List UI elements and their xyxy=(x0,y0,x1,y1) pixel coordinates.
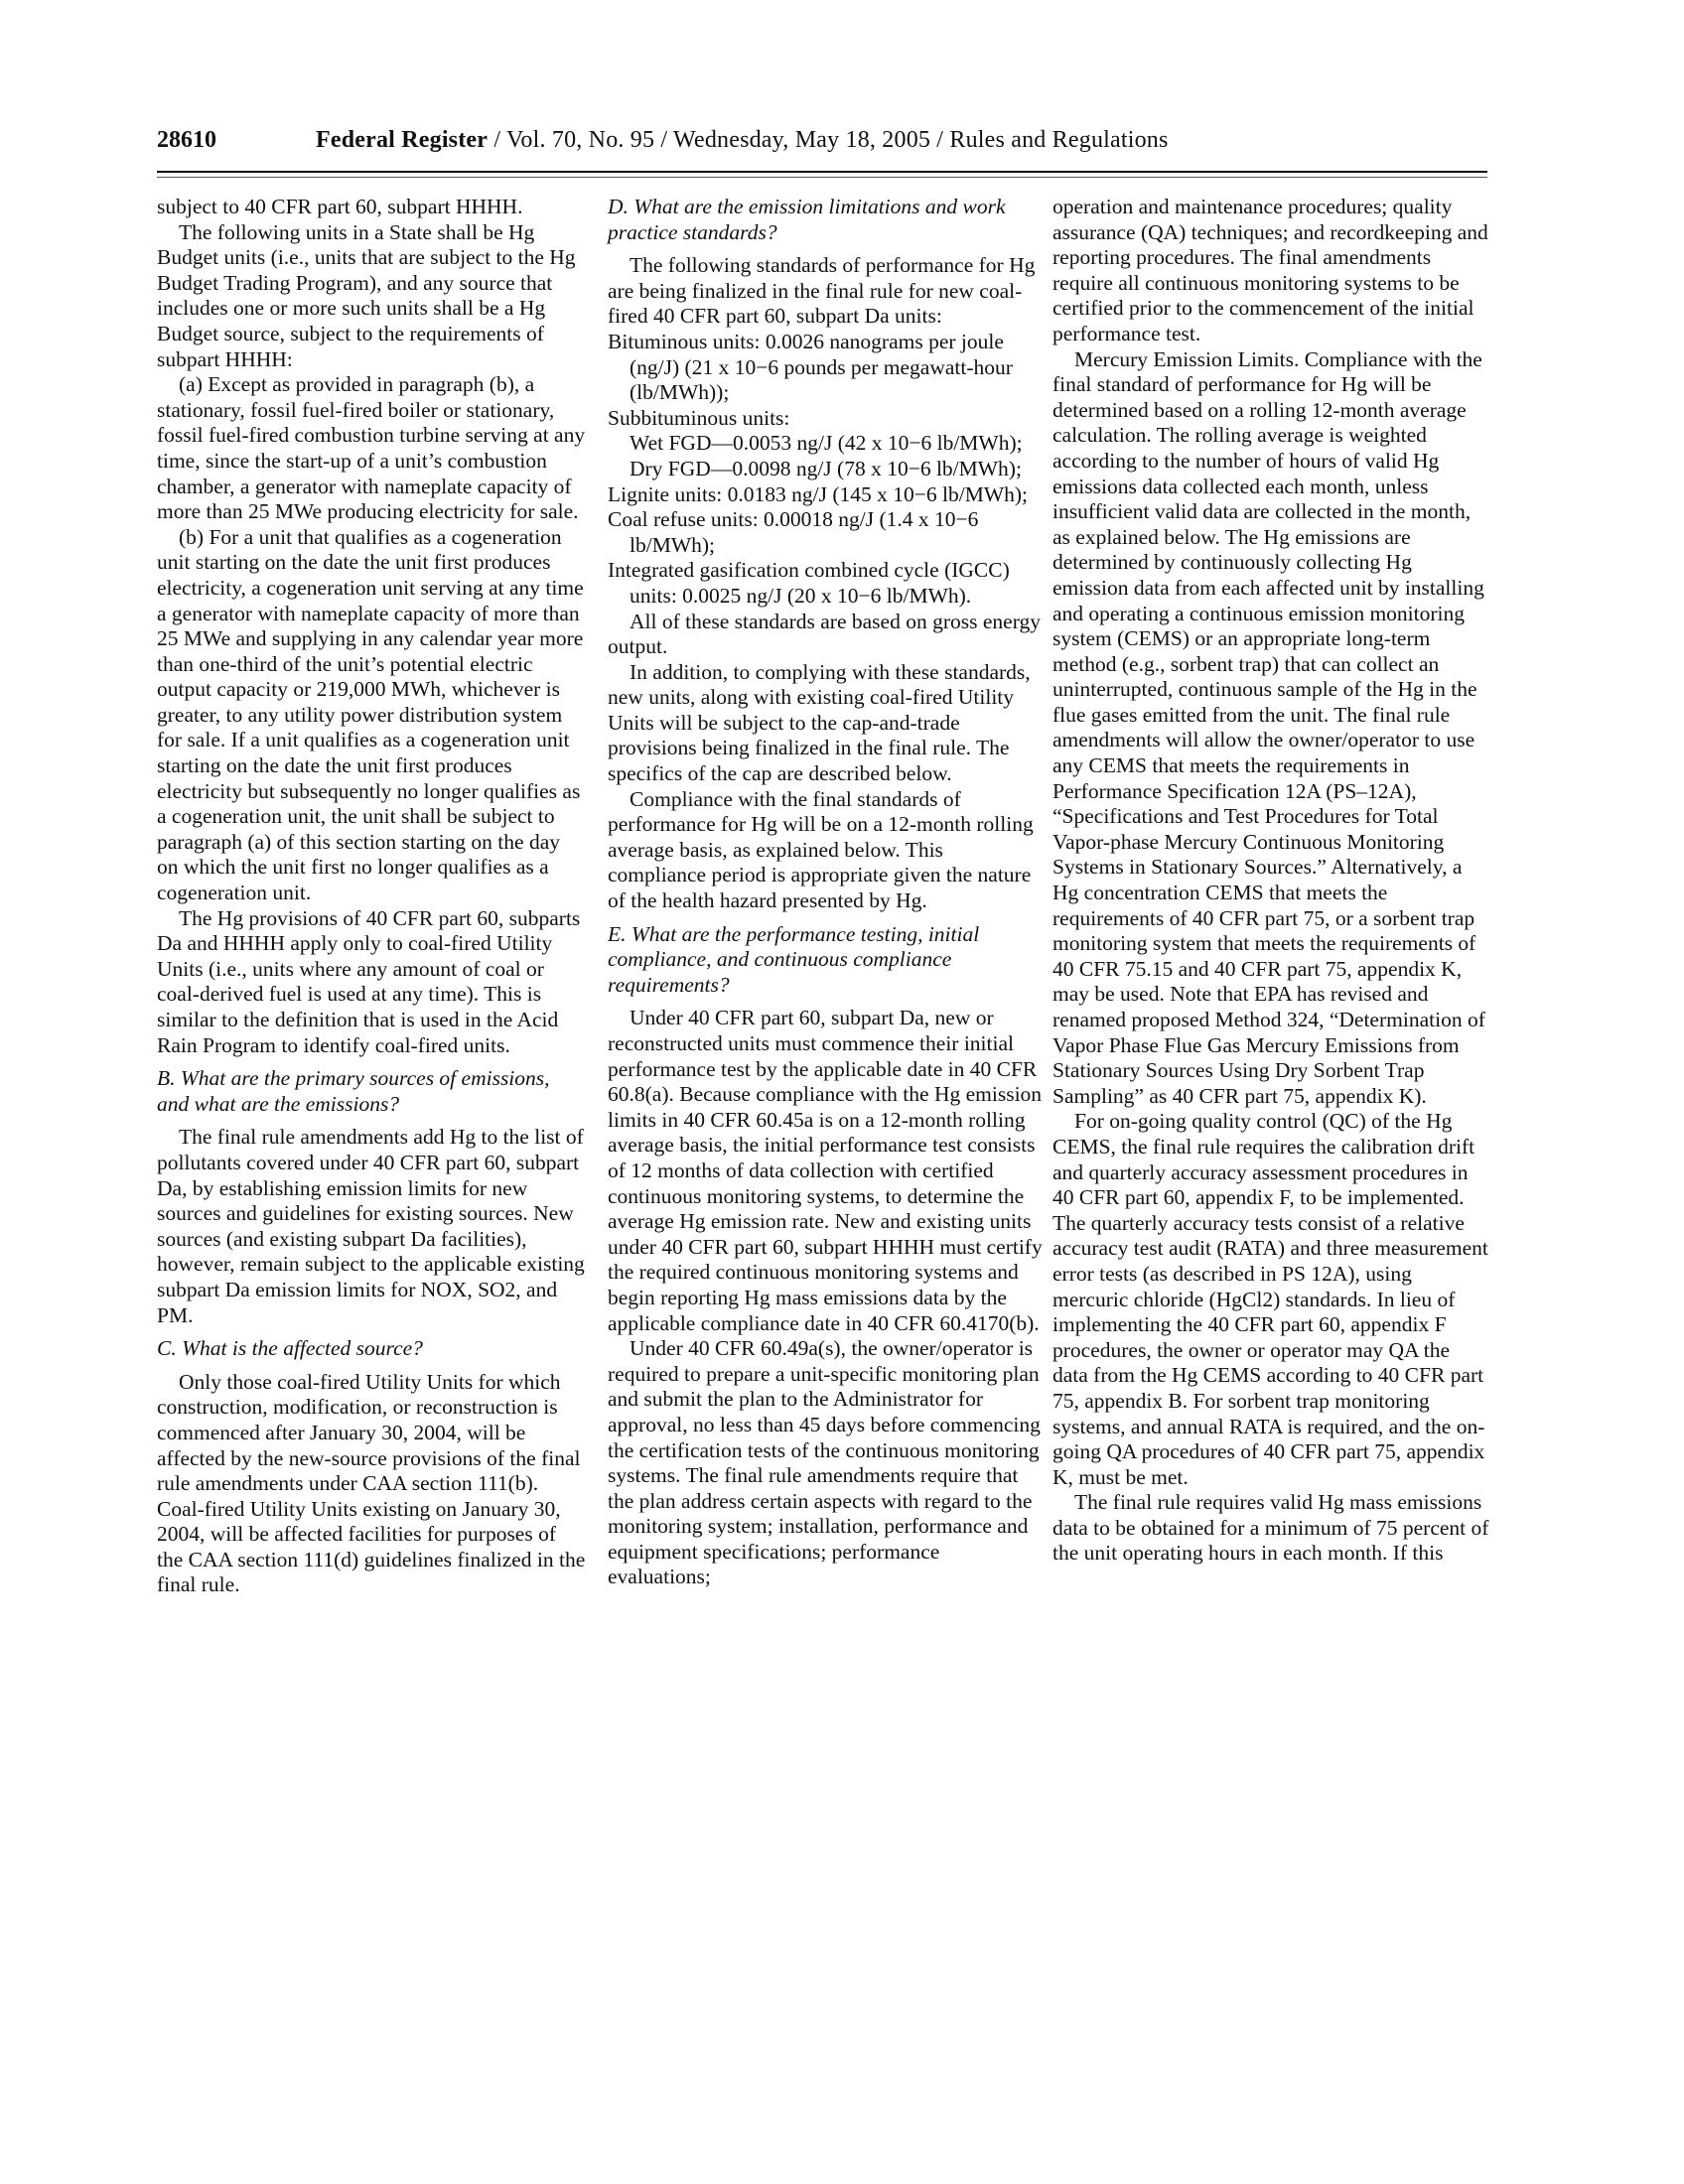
paragraph: Compliance with the final standards of performance for Hg will be on a 12-month rolling average basis, as explained below. This compliance period is appropriate given the nature of the health hazard presented by Hg. xyxy=(608,786,1034,913)
paragraph: subject to 40 CFR part 60, subpart HHHH. xyxy=(157,195,523,218)
paragraph: Under 40 CFR 60.49a(s), the owner/operator is required to prepare a unit-specific monitoring plan and submit the plan to the Administrator for approval, no less than 45 days before commencing the certification tests of the continuous monitoring systems. The final rule amendments require that the plan address certain aspects with regard to the monitoring system; installation, performance and equipment specifications; performance evaluations; xyxy=(608,1336,1041,1589)
paragraph: (b) For a unit that qualifies as a cogeneration unit starting on the date the unit first produces electricity, a cogeneration unit serving at any time a generator with nameplate capacity of more than 25 MWe and supplying in any calendar year more than one-third of the unit’s potential electric output capacity or 219,000 MWh, whichever is greater, to any utility power distribution system for sale. If a unit qualifies as a cogeneration unit starting on the date the unit first produces electricity but subsequently no longer qualifies as a cogeneration unit, the unit shall be subject to paragraph (a) of this section starting on the day on which the unit first no longer qualifies as a cogeneration unit. xyxy=(157,524,584,905)
section-heading-d: D. What are the emission limitations and work practice standards? xyxy=(608,195,1006,244)
paragraph: The following standards of performance for Hg are being finalized in the final rule for new coal-fired 40 CFR part 60, subpart Da units: xyxy=(608,253,1036,329)
paragraph: The final rule amendments add Hg to the list of pollutants covered under 40 CFR part 60, subpart Da, by establishing emission limits for new sources and guidelines for existing sources. New sources (and existing subpart Da facilities), however, remain subject to the applicable existing subpart Da emission limits for NOX, SO2, and PM. xyxy=(157,1125,585,1327)
standard-item: Lignite units: 0.0183 ng/J (145 x 10−6 lb/MWh); xyxy=(608,481,1028,506)
publication-name: Federal Register xyxy=(316,127,489,153)
column-left xyxy=(157,195,586,1598)
header-rule-thick xyxy=(157,171,1487,173)
paragraph: The Hg provisions of 40 CFR part 60, subparts Da and HHHH apply only to coal-fired Utility Units (i.e., units where any amount of coal or coal-derived fuel is used at any time). This is similar to the definition that is used in the Acid Rain Program to identify coal-fired units. xyxy=(157,905,581,1057)
page-number: 28610 xyxy=(157,127,216,153)
paragraph: Only those coal-fired Utility Units for which construction, modification, or reconstruction is commenced after January 30, 2004, will be affected by the new-source provisions of the final rule amendments under CAA section 111(b). Coal-fired Utility Units existing on January 30, 2004, will be affected facilities for purposes of the CAA section 111(d) guidelines finalized in the final rule. xyxy=(157,1369,586,1597)
paragraph: For on-going quality control (QC) of the Hg CEMS, the final rule requires the calibration drift and quarterly accuracy assessment procedures in 40 CFR part 60, appendix F, to be implemented. The quarterly accuracy tests consist of a relative accuracy test audit (RATA) and three measurement error tests (as described in PS 12A), using mercuric chloride (HgCl2) standards. In lieu of implementing the 40 CFR part 60, appendix F procedures, the owner or operator may QA the data from the Hg CEMS according to 40 CFR part 75, appendix B. For sorbent trap monitoring systems, and annual RATA is required, and the on-going QA procedures of 40 CFR part 75, appendix K, must be met. xyxy=(1052,1109,1488,1489)
section-heading-e: E. What are the performance testing, initial compliance, and continuous compliance requirements? xyxy=(608,921,980,997)
volume-info: / Vol. 70, No. 95 / Wednesday, May 18, 2005 / Rules and Regulations xyxy=(488,127,1169,153)
section-heading-c: C. What is the affected source? xyxy=(157,1336,423,1361)
paragraph: operation and maintenance procedures; quality assurance (QA) techniques; and recordkeeping and reporting procedures. The final amendments require all continuous monitoring systems to be certified prior to the commencement of the initial performance test. xyxy=(1052,195,1488,345)
paragraph: In addition, to complying with these standards, new units, along with existing coal-fired Utility Units will be subject to the cap-and-trade provisions being finalized in the final rule. The specifics of the cap are described below. xyxy=(608,659,1031,786)
running-title xyxy=(316,127,1169,154)
column-middle xyxy=(608,195,1045,1590)
page-header xyxy=(157,127,1487,163)
standard-item: Coal refuse units: 0.00018 ng/J (1.4 x 10−6 lb/MWh); xyxy=(608,507,979,557)
standard-subitem: Dry FGD—0.0098 ng/J (78 x 10−6 lb/MWh); xyxy=(630,456,1022,480)
paragraph: The following units in a State shall be Hg Budget units (i.e., units that are subject to the Hg Budget Trading Program), and any source that includes one or more such units shall be a Hg Budget source, subject to the requirements of subpart HHHH: xyxy=(157,219,576,371)
header-rule-thin xyxy=(157,177,1487,178)
section-heading-b: B. What are the primary sources of emissions, and what are the emissions? xyxy=(157,1066,550,1116)
standard-subitem: Wet FGD—0.0053 ng/J (42 x 10−6 lb/MWh); xyxy=(630,431,1023,456)
paragraph: Mercury Emission Limits. Compliance with the final standard of performance for Hg will be determined based on a rolling 12-month average calculation. The rolling average is weighted according to the number of hours of valid Hg emissions data collected each month, unless insufficient valid data are collected in the month, as explained below. The Hg emissions are determined by continuously collecting Hg emission data from each affected unit by installing and operating a continuous emission monitoring system (CEMS) or an appropriate long-term method (e.g., sorbent trap) that can collect an uninterrupted, continuous sample of the Hg in the flue gases emitted from the unit. The final rule amendments will allow the owner/operator to use any CEMS that meets the requirements in Performance Specification 12A (PS–12A), “Specifications and Test Procedures for Total Vapor-phase Mercury Continuous Monitoring Systems in Stationary Sources.” Alternatively, a Hg concentration CEMS that meets the requirements of 40 CFR part 75, or a sorbent trap monitoring system that meets the requirements of 40 CFR 75.15 and 40 CFR part 75, appendix K, may be used. Note that EPA has revised and renamed proposed Method 324, “Determination of Vapor Phase Flue Gas Mercury Emissions from Stationary Sources Using Dry Sorbent Trap Sampling” as 40 CFR part 75, appendix K). xyxy=(1052,346,1485,1108)
paragraph: All of these standards are based on gross energy output. xyxy=(608,609,1041,659)
paragraph: The final rule requires valid Hg mass emissions data to be obtained for a minimum of 75 percent of the unit operating hours in each month. If this xyxy=(1052,1490,1489,1566)
paragraph: (a) Except as provided in paragraph (b), a stationary, fossil fuel-fired boiler or stationary, fossil fuel-fired combustion turbine serving at any time, since the start-up of a unit’s combustion chamber, a generator with nameplate capacity of more than 25 MWe producing electricity for sale. xyxy=(157,372,586,524)
standard-item: Integrated gasification combined cycle (IGCC) units: 0.0025 ng/J (20 x 10−6 lb/MWh). xyxy=(608,558,1010,608)
standard-item: Subbituminous units: xyxy=(608,405,790,430)
paragraph: Under 40 CFR part 60, subpart Da, new or reconstructed units must commence their initial performance test by the applicable date in 40 CFR 60.8(a). Because compliance with the Hg emission limits in 40 CFR 60.45a is on a 12-month rolling average basis, the initial performance test consists of 12 months of data collection with certified continuous monitoring systems, to determine the average Hg emission rate. New and existing units under 40 CFR part 60, subpart HHHH must certify the required continuous monitoring systems and begin reporting Hg mass emissions data by the applicable compliance date in 40 CFR 60.4170(b). xyxy=(608,1006,1043,1335)
column-right xyxy=(1052,195,1489,1567)
standard-item: Bituminous units: 0.0026 nanograms per joule (ng/J) (21 x 10−6 pounds per megawatt-hour (lb/MWh)); xyxy=(608,329,1013,405)
